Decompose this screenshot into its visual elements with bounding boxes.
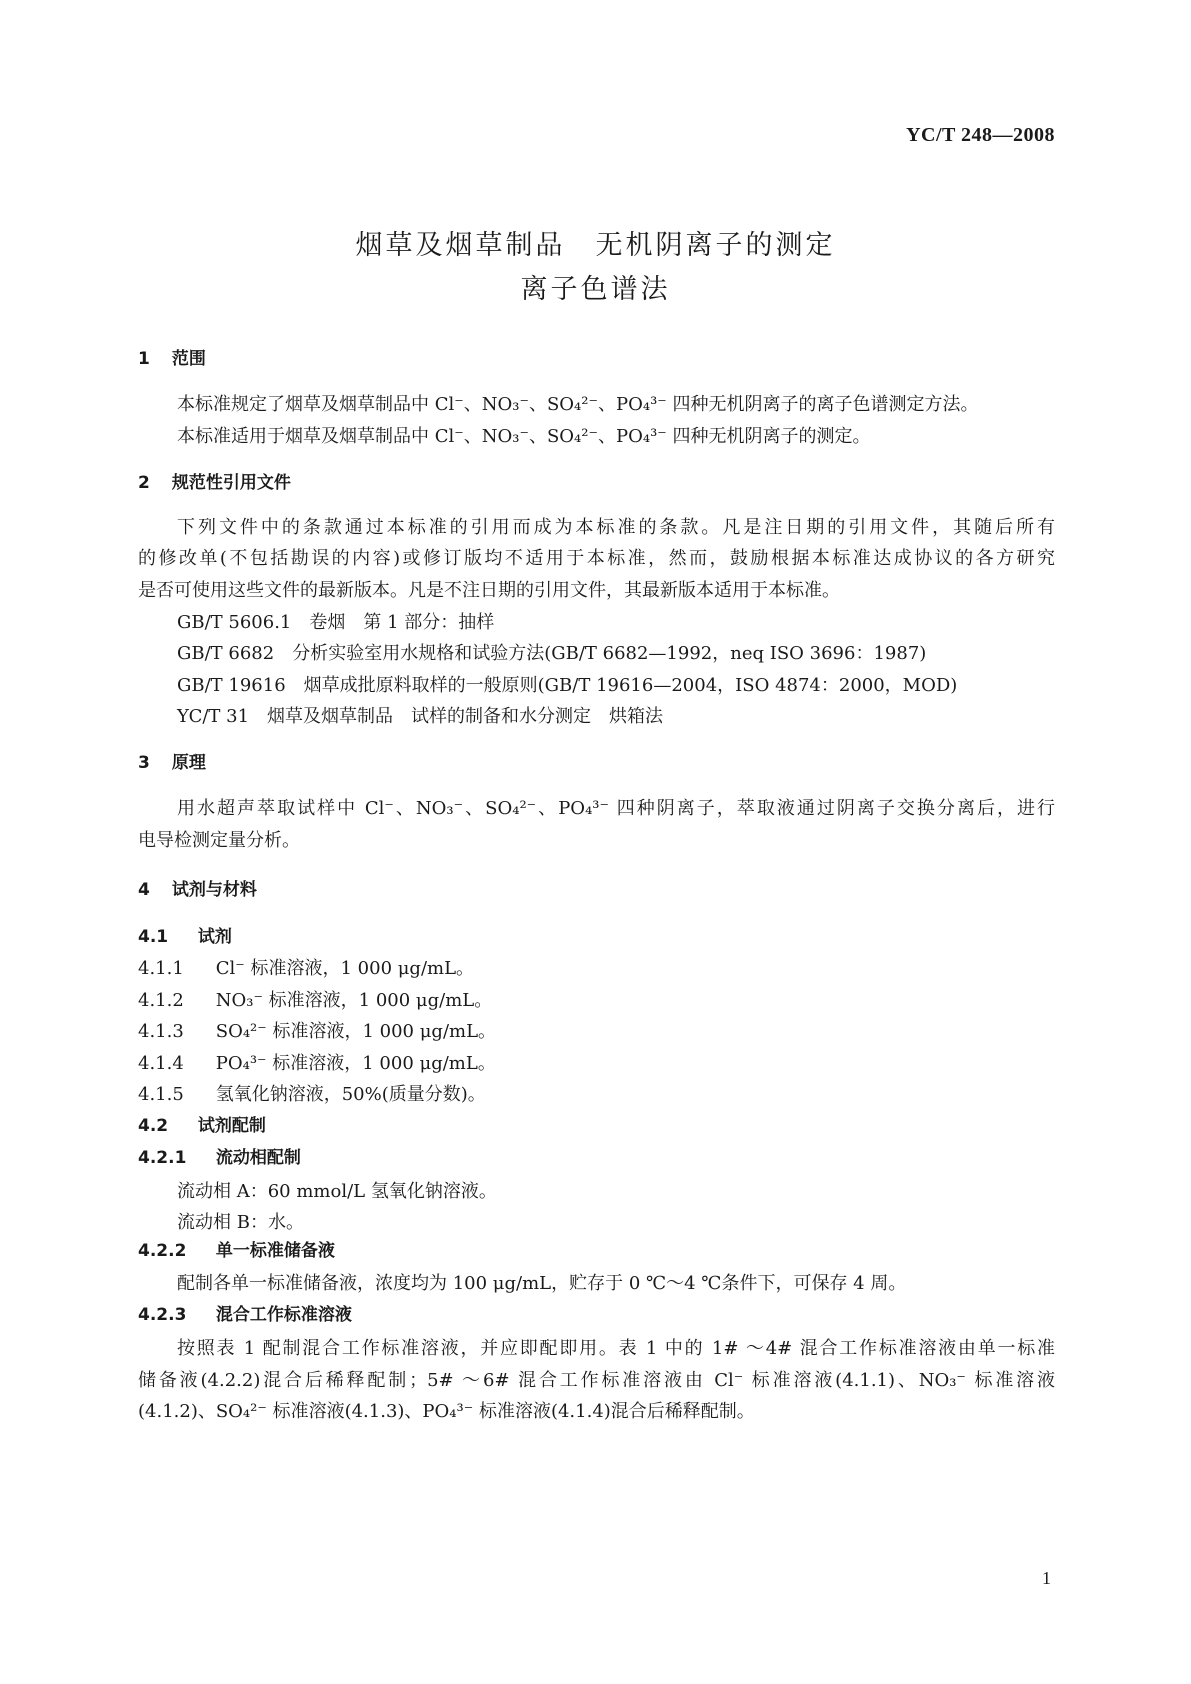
section-4-heading [138, 880, 1055, 900]
section-1-heading [138, 349, 1055, 369]
normative-refs-line-1: 下列文件中的条款通过本标准的引用而成为本标准的条款。凡是注日期的引用文件，其随后所有 [177, 517, 1055, 538]
scope-paragraph-2: 本标准适用于烟草及烟草制品中 Cl⁻、NO₃⁻、SO₄²⁻、PO₄³⁻ 四种无机阴离子的测定。 [177, 426, 871, 447]
scope-paragraph-1: 本标准规定了烟草及烟草制品中 Cl⁻、NO₃⁻、SO₄²⁻、PO₄³⁻ 四种无机阴离子的离子色谱测定方法。 [177, 394, 979, 415]
principle-line-2: 电导检测定量分析。 [138, 830, 300, 851]
reagent-text: NO₃⁻ 标准溶液，1 000 μg/mL。 [215, 990, 493, 1011]
subsection-title: 试剂配制 [197, 1116, 266, 1136]
reagent-text: Cl⁻ 标准溶液，1 000 μg/mL。 [215, 958, 475, 979]
reagent-item [138, 958, 1055, 980]
reference-item: GB/T 19616 烟草成批原料取样的一般原则(GB/T 19616—2004，ISO 4874：2000，MOD) [177, 675, 958, 696]
reagent-item [138, 1084, 1055, 1106]
subsection-number: 4.2 [138, 1116, 169, 1136]
subsection-number: 4.2.3 [138, 1305, 187, 1325]
document-title-line1 [0, 232, 1191, 259]
principle-line-1: 用水超声萃取试样中 Cl⁻、NO₃⁻、SO₄²⁻、PO₄³⁻ 四种阴离子，萃取液通过阴离子交换分离后，进行 [177, 798, 1055, 819]
section-number: 1 [138, 349, 150, 369]
reagent-item [138, 990, 1055, 1012]
subsection-4-2-2-heading [138, 1241, 1055, 1261]
subsection-title: 混合工作标准溶液 [215, 1305, 352, 1325]
stock-solution-text: 配制各单一标准储备液，浓度均为 100 μg/mL，贮存于 0 ℃～4 ℃条件下，可保存 4 周。 [177, 1273, 907, 1294]
section-3-heading [138, 753, 1055, 773]
subsection-number: 4.1 [138, 927, 169, 947]
normative-refs-line-2: 的修改单(不包括勘误的内容)或修订版均不适用于本标准，然而，鼓励根据本标准达成协议的各方研究 [138, 548, 1055, 569]
subsection-4-1-heading [138, 927, 1055, 947]
subsection-4-2-1-heading [138, 1148, 1055, 1168]
section-title: 规范性引用文件 [171, 473, 291, 493]
section-number: 3 [138, 753, 150, 773]
subsection-title: 流动相配制 [215, 1148, 301, 1168]
subsection-title: 单一标准储备液 [215, 1241, 335, 1261]
subsection-number: 4.2.1 [138, 1148, 187, 1168]
reagent-text: PO₄³⁻ 标准溶液，1 000 μg/mL。 [215, 1053, 496, 1074]
reagent-text: SO₄²⁻ 标准溶液，1 000 μg/mL。 [215, 1021, 497, 1042]
mixed-standard-line-3: (4.1.2)、SO₄²⁻ 标准溶液(4.1.3)、PO₄³⁻ 标准溶液(4.1.4)混合后稀释配制。 [138, 1401, 755, 1422]
section-number: 2 [138, 473, 150, 493]
mixed-standard-line-2: 储备液(4.2.2)混合后稀释配制；5# ～6# 混合工作标准溶液由 Cl⁻ 标准溶液(4.1.1)、NO₃⁻ 标准溶液 [138, 1370, 1055, 1391]
reagent-item [138, 1021, 1055, 1043]
section-number: 4 [138, 880, 150, 900]
mixed-standard-line-1: 按照表 1 配制混合工作标准溶液，并应即配即用。表 1 中的 1# ～4# 混合工作标准溶液由单一标准 [177, 1338, 1055, 1359]
section-title: 原理 [171, 753, 206, 773]
standard-code: YC/T 248—2008 [906, 124, 1055, 146]
reference-item: YC/T 31 烟草及烟草制品 试样的制备和水分测定 烘箱法 [177, 706, 664, 727]
title-part-a: 烟草及烟草制品 [355, 230, 566, 261]
reagent-number: 4.1.2 [138, 990, 184, 1011]
reagent-item [138, 1053, 1055, 1075]
reagent-number: 4.1.4 [138, 1053, 184, 1074]
title-part-b: 无机阴离子的测定 [595, 230, 836, 261]
normative-refs-line-3: 是否可使用这些文件的最新版本。凡是不注日期的引用文件，其最新版本适用于本标准。 [138, 580, 840, 601]
subsection-number: 4.2.2 [138, 1241, 187, 1261]
reagent-number: 4.1.5 [138, 1084, 184, 1105]
reagent-number: 4.1.3 [138, 1021, 184, 1042]
section-title: 试剂与材料 [171, 880, 257, 900]
section-2-heading [138, 473, 1055, 493]
subsection-4-2-3-heading [138, 1305, 1055, 1325]
section-title: 范围 [171, 349, 206, 369]
reagent-text: 氢氧化钠溶液，50%(质量分数)。 [215, 1084, 486, 1105]
page-number: 1 [1042, 1568, 1051, 1588]
document-title-line2: 离子色谱法 [520, 274, 671, 305]
reference-item: GB/T 5606.1 卷烟 第 1 部分：抽样 [177, 612, 495, 633]
mobile-phase-b: 流动相 B：水。 [177, 1212, 304, 1233]
reference-item: GB/T 6682 分析实验室用水规格和试验方法(GB/T 6682—1992，neq ISO 3696：1987) [177, 643, 927, 664]
subsection-4-2-heading [138, 1116, 1055, 1136]
mobile-phase-a: 流动相 A：60 mmol/L 氢氧化钠溶液。 [177, 1181, 497, 1202]
reagent-number: 4.1.1 [138, 958, 184, 979]
subsection-title: 试剂 [197, 927, 232, 947]
